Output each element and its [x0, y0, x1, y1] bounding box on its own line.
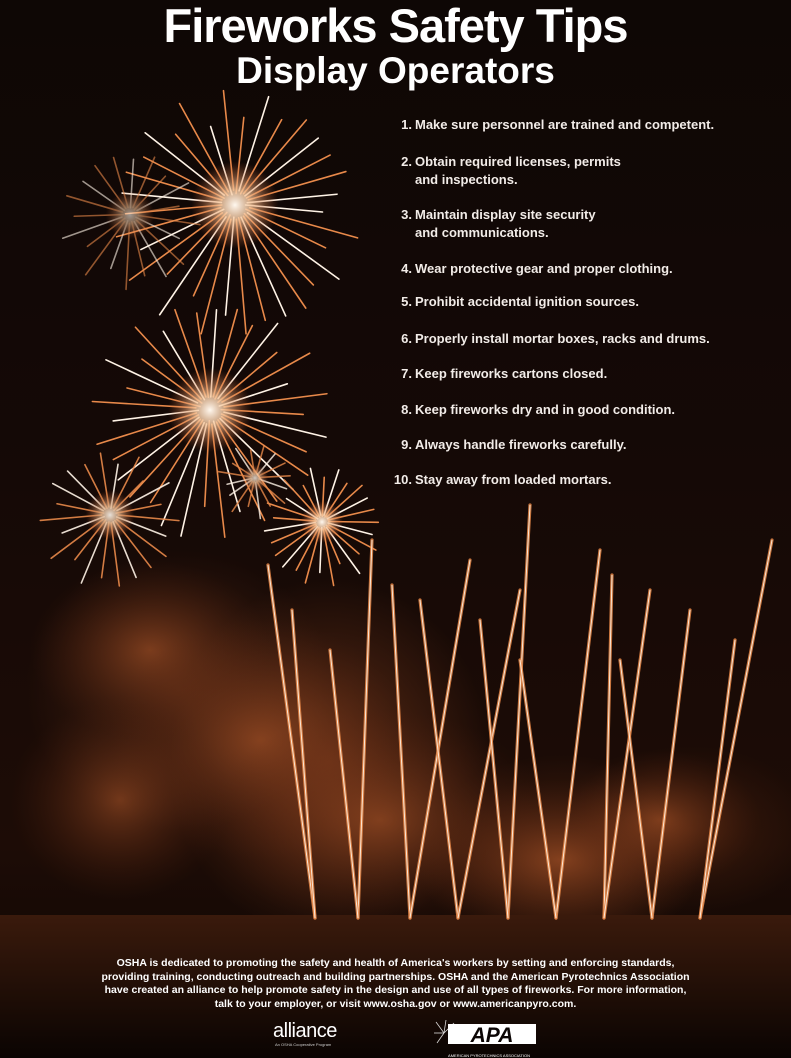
firework-burst [265, 468, 379, 585]
tip-number: 8. [401, 402, 412, 417]
tip-7 [388, 365, 783, 383]
tip-5 [388, 293, 783, 311]
tip-text: Make sure personnel are trained and competent. [415, 117, 715, 132]
tip-text: Keep fireworks dry and in good condition. [415, 402, 676, 417]
firework-burst [63, 157, 200, 289]
alliance-logo-tagline: An OSHA Cooperative Program [275, 1042, 332, 1047]
tip-number: 10. [393, 472, 412, 487]
tip-8 [388, 401, 783, 419]
tip-number: 7. [401, 366, 412, 381]
tip-text: Properly install mortar boxes, racks and drums. [415, 331, 710, 346]
footer-line: providing training, conducting outreach and building partnerships. OSHA and the American Pyrotechnics Association [101, 970, 690, 983]
tip-number: 2. [401, 154, 412, 169]
tip-9 [388, 436, 783, 454]
footer-line: talk to your employer, or visit www.osha.gov or www.americanpyro.com. [214, 997, 577, 1010]
apa-logo [434, 1018, 544, 1056]
tip-number: 3. [401, 207, 412, 222]
alliance-logo-word: alliance [273, 1020, 337, 1042]
poster-subtitle: Display Operators [236, 50, 555, 91]
tip-text-line2: and inspections. [415, 172, 518, 187]
footer-statement [40, 957, 751, 1011]
osha-alliance-logo [273, 1020, 373, 1050]
tip-6 [388, 330, 783, 348]
apa-logo-name: AMERICAN PYROTECHNICS ASSOCIATION [448, 1053, 530, 1058]
apa-logo-letters: APA [470, 1024, 514, 1047]
tip-text-line2: and communications. [415, 225, 549, 240]
tip-text: Always handle fireworks carefully. [415, 437, 627, 452]
poster-title: Fireworks Safety Tips [163, 0, 628, 52]
footer-line: have created an alliance to help promote safety in the design and use of all types of fireworks. For more information, [104, 984, 687, 996]
tip-text: Maintain display site security [415, 207, 596, 222]
tip-10 [388, 471, 783, 489]
tip-text: Keep fireworks cartons closed. [415, 366, 608, 381]
tip-3 [388, 206, 783, 242]
firework-bursts [40, 91, 378, 586]
footer-line: OSHA is dedicated to promoting the safety and health of America's workers by setting and enforcing standards, [116, 957, 675, 969]
tip-text: Obtain required licenses, permits [415, 154, 621, 169]
tip-4 [388, 260, 783, 278]
tip-2 [388, 153, 783, 189]
tip-number: 4. [401, 261, 412, 276]
apa-logo-mark [434, 1018, 544, 1048]
tip-number: 9. [401, 437, 412, 452]
tip-number: 5. [401, 294, 412, 309]
tip-number: 6. [401, 331, 412, 346]
tip-text: Stay away from loaded mortars. [415, 472, 612, 487]
tip-number: 1. [401, 117, 412, 132]
tip-text: Prohibit accidental ignition sources. [415, 294, 639, 309]
tip-text: Wear protective gear and proper clothing. [415, 261, 673, 276]
tip-1 [388, 116, 783, 134]
